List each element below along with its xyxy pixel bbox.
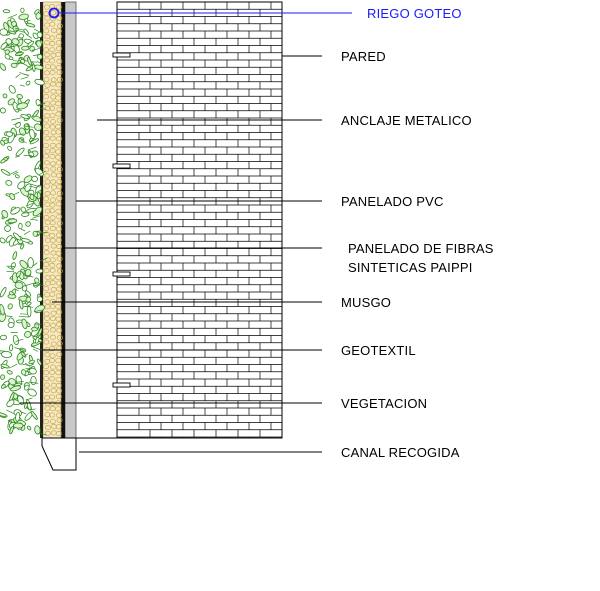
stem <box>16 74 21 78</box>
leaf <box>1 384 7 389</box>
leaf <box>15 147 25 157</box>
leaf <box>20 243 24 249</box>
label-anclaje-metalico: ANCLAJE METALICO <box>341 113 472 128</box>
leaf <box>0 374 5 380</box>
stem <box>13 192 19 195</box>
leaf <box>23 330 31 338</box>
stem <box>19 316 29 317</box>
stem <box>26 34 32 38</box>
label-musgo: MUSGO <box>341 295 392 310</box>
stem <box>30 219 38 220</box>
label-geotextil: GEOTEXTIL <box>341 343 416 358</box>
leaf <box>0 237 6 244</box>
metal-anchor <box>113 272 130 276</box>
stem <box>21 229 26 231</box>
leaf <box>7 303 13 310</box>
stem <box>13 60 18 61</box>
leaf <box>1 351 12 358</box>
leaf <box>25 80 31 86</box>
leaf <box>18 259 29 270</box>
stem <box>32 62 38 63</box>
leaf <box>32 176 38 182</box>
leaf <box>0 29 8 36</box>
collection-channel <box>42 438 117 470</box>
label-panelado-fibras-line2: SINTETICAS PAIPPI <box>348 260 473 275</box>
pvc-panel <box>65 2 76 438</box>
labels <box>341 6 494 460</box>
leaf <box>37 192 40 199</box>
leaf <box>30 194 35 200</box>
stem <box>6 410 13 414</box>
leaf <box>11 63 17 68</box>
leaf <box>8 322 15 328</box>
leaf <box>34 323 39 329</box>
leaf <box>29 46 35 52</box>
leaf <box>12 251 17 260</box>
leaf <box>0 63 7 72</box>
leaf <box>27 425 32 430</box>
label-riego-goteo: RIEGO GOTEO <box>367 6 462 21</box>
metal-anchor <box>113 164 130 168</box>
stem <box>33 263 37 266</box>
leaf <box>25 221 32 228</box>
leaf <box>12 335 19 345</box>
leaf <box>6 132 13 137</box>
leaf <box>19 223 23 229</box>
leaf <box>22 46 30 50</box>
leaf <box>7 370 13 375</box>
leaf <box>9 344 13 351</box>
leaf <box>34 425 41 434</box>
leaf <box>21 212 29 216</box>
stem <box>20 85 25 86</box>
leaf <box>20 8 24 13</box>
leaf <box>20 206 26 213</box>
leaf <box>15 174 20 178</box>
stem <box>11 118 21 120</box>
leaf <box>4 225 11 232</box>
moss-layer <box>43 2 63 438</box>
brick-wall <box>117 2 282 438</box>
stem <box>21 77 29 79</box>
label-pared: PARED <box>341 49 386 64</box>
metal-anchor <box>113 383 130 387</box>
leaf <box>4 157 8 160</box>
leaf <box>29 129 36 140</box>
leaf <box>26 22 35 27</box>
leaf <box>31 376 37 384</box>
label-panelado-pvc: PANELADO PVC <box>341 194 444 209</box>
leaf <box>36 269 43 274</box>
leaf <box>0 287 7 298</box>
leaf <box>8 84 17 94</box>
leaf <box>37 296 43 301</box>
leaf <box>0 107 6 114</box>
leaf <box>23 28 29 35</box>
stem <box>33 349 38 352</box>
stem <box>26 398 33 400</box>
stem <box>6 316 12 317</box>
stem <box>19 72 29 76</box>
leaf <box>21 318 28 329</box>
leaf <box>0 335 7 340</box>
stem <box>24 231 30 235</box>
metal-anchor <box>113 53 130 57</box>
label-canal-recogida: CANAL RECOGIDA <box>341 445 460 460</box>
leaf <box>28 258 34 268</box>
leaf <box>27 57 32 66</box>
leaf <box>5 180 12 186</box>
leaf <box>7 145 13 151</box>
leaf <box>3 10 10 13</box>
leaf <box>21 369 26 375</box>
leaf <box>15 121 22 128</box>
leaf <box>19 33 24 38</box>
stem <box>28 147 37 150</box>
stem <box>31 346 40 350</box>
stem <box>10 364 18 368</box>
leaf <box>16 94 23 100</box>
leaf <box>27 306 31 317</box>
leaf <box>1 169 11 177</box>
leaf <box>13 423 23 428</box>
leaf <box>28 360 35 365</box>
leaf <box>2 93 7 98</box>
label-vegetacion: VEGETACION <box>341 396 428 411</box>
label-panelado-fibras-line1: PANELADO DE FIBRAS <box>348 241 494 256</box>
leaf <box>10 262 16 269</box>
leaf <box>33 231 37 236</box>
